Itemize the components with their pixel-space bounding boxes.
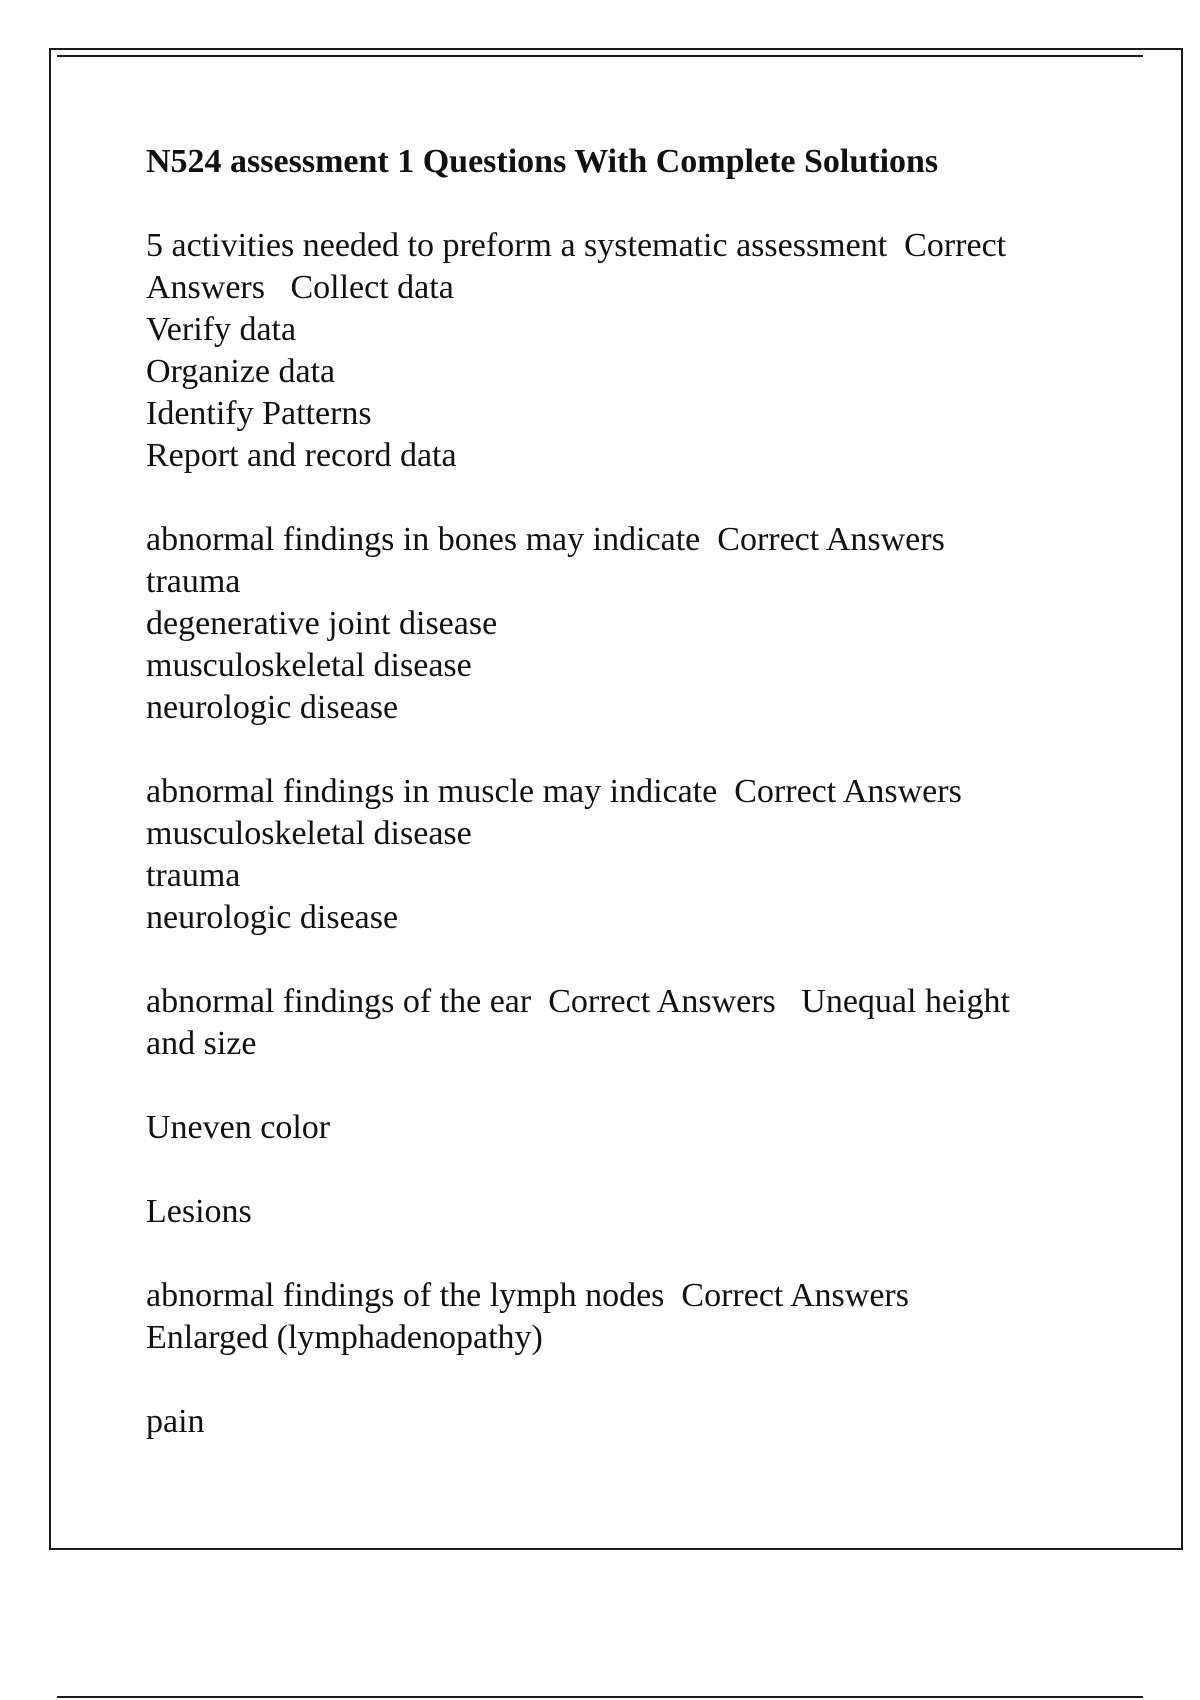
document-title: N524 assessment 1 Questions With Complete Solutions: [146, 143, 939, 180]
text-line: Uneven color: [146, 1109, 331, 1146]
text-line: pain: [146, 1403, 205, 1440]
answer-paragraph: [146, 1401, 1106, 1443]
text-line: Identify Patterns: [146, 395, 372, 432]
answer-paragraph: [146, 1107, 1106, 1149]
text-line: Lesions: [146, 1193, 252, 1230]
text-line: Verify data: [146, 311, 297, 348]
document-body: [146, 141, 1106, 1485]
qa-block-bones: [146, 519, 1106, 729]
text-line: 5 activities needed to preform a systematic assessment Correct: [146, 227, 1007, 264]
text-line: Answers Collect data: [146, 269, 454, 306]
text-line: musculoskeletal disease: [146, 815, 472, 852]
header-rule: [57, 55, 1143, 57]
text-line: neurologic disease: [146, 899, 399, 936]
text-line: degenerative joint disease: [146, 605, 498, 642]
footer-rule: [57, 1696, 1143, 1698]
text-line: Report and record data: [146, 437, 457, 474]
text-line: abnormal findings in bones may indicate Correct Answers: [146, 521, 945, 558]
answer-paragraph: [146, 1191, 1106, 1233]
text-line: Enlarged (lymphadenopathy): [146, 1319, 543, 1356]
text-line: and size: [146, 1025, 257, 1062]
qa-block-systematic-assessment: [146, 225, 1106, 477]
text-line: abnormal findings of the ear Correct Answers Unequal height: [146, 983, 1010, 1020]
text-line: trauma: [146, 563, 241, 600]
text-line: neurologic disease: [146, 689, 399, 726]
text-line: abnormal findings of the lymph nodes Correct Answers: [146, 1277, 909, 1314]
qa-block-lymph-nodes: [146, 1275, 1106, 1359]
text-line: musculoskeletal disease: [146, 647, 472, 684]
qa-block-muscle: [146, 771, 1106, 939]
text-line: Organize data: [146, 353, 336, 390]
text-line: abnormal findings in muscle may indicate Correct Answers: [146, 773, 962, 810]
qa-block-ear: [146, 981, 1106, 1065]
text-line: trauma: [146, 857, 241, 894]
